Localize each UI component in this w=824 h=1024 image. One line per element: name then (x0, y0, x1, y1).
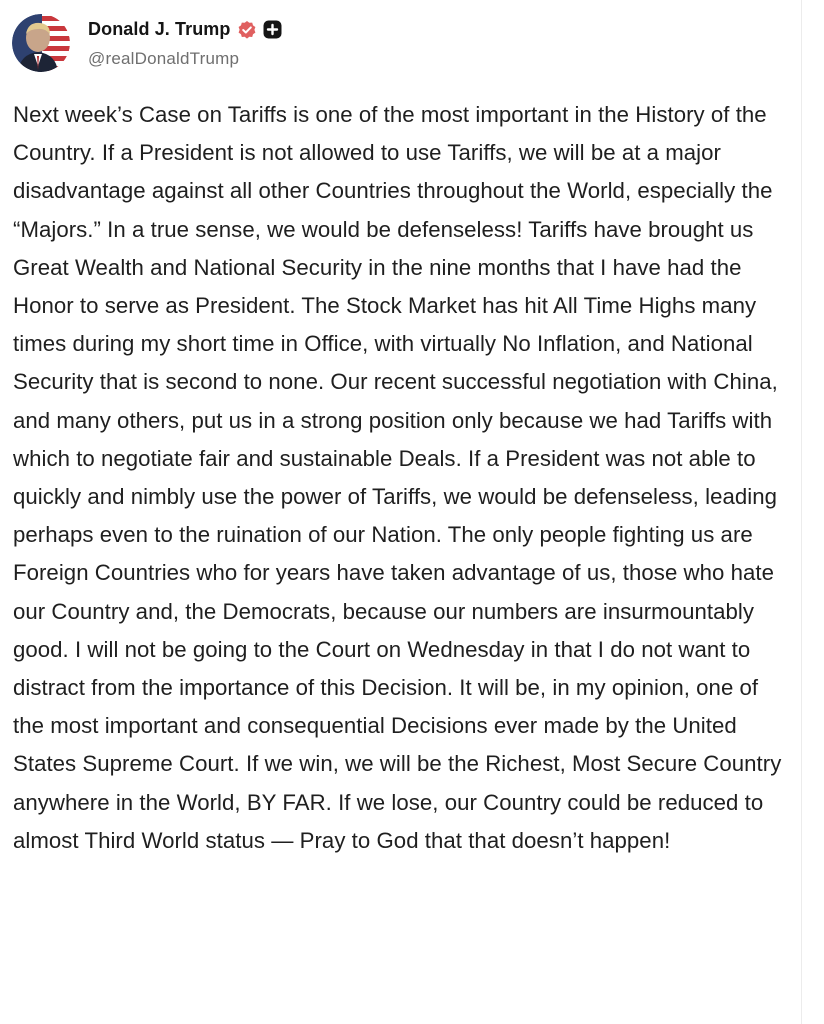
verified-badge-icon (237, 20, 257, 40)
card-divider (801, 0, 802, 1024)
user-handle[interactable]: @realDonaldTrump (88, 48, 240, 68)
post-header (12, 14, 282, 72)
post-body-text: Next week’s Case on Tariffs is one of the most important in the History of the Country. If a President is not allowed to use Tariffs, we will be at a major disadvantage against all other Countries throughout the World, especially the “Majors.” In a true sense, we would be defenseless! Tariffs have brought us Great Wealth and National Security in the nine months that I have had the Honor to serve as President. The Stock Market has hit All Time Highs many times during my short time in Office, with virtually No Inflation, and National Security that is second to none. Our recent successful negotiation with China, and many others, put us in a strong position only because we had Tariffs with which to negotiate fair and sustainable Deals. If a President was not able to quickly and nimbly use the power of Tariffs, we would be defenseless, leading perhaps even to the ruination of our Nation. The only people fighting us are Foreign Countries who for years have taken advantage of us, those who hate our Country and, the Democrats, because our numbers are insurmountably good. I will not be going to the Court on Wednesday in that I do not want to distract from the importance of this Decision. It will be, in my opinion, one of the most important and consequential Decisions ever made by the United States Supreme Court. If we win, we will be the Richest, Most Secure Country anywhere in the World, BY FAR. If we lose, our Country could be reduced to almost Third World status — Pray to God that that doesn’t happen! (13, 102, 788, 853)
avatar[interactable] (12, 14, 70, 72)
name-row (88, 16, 282, 44)
user-identity (88, 16, 282, 69)
plus-square-icon[interactable] (263, 20, 282, 39)
avatar-image (12, 14, 70, 72)
display-name[interactable]: Donald J. Trump (88, 19, 231, 39)
